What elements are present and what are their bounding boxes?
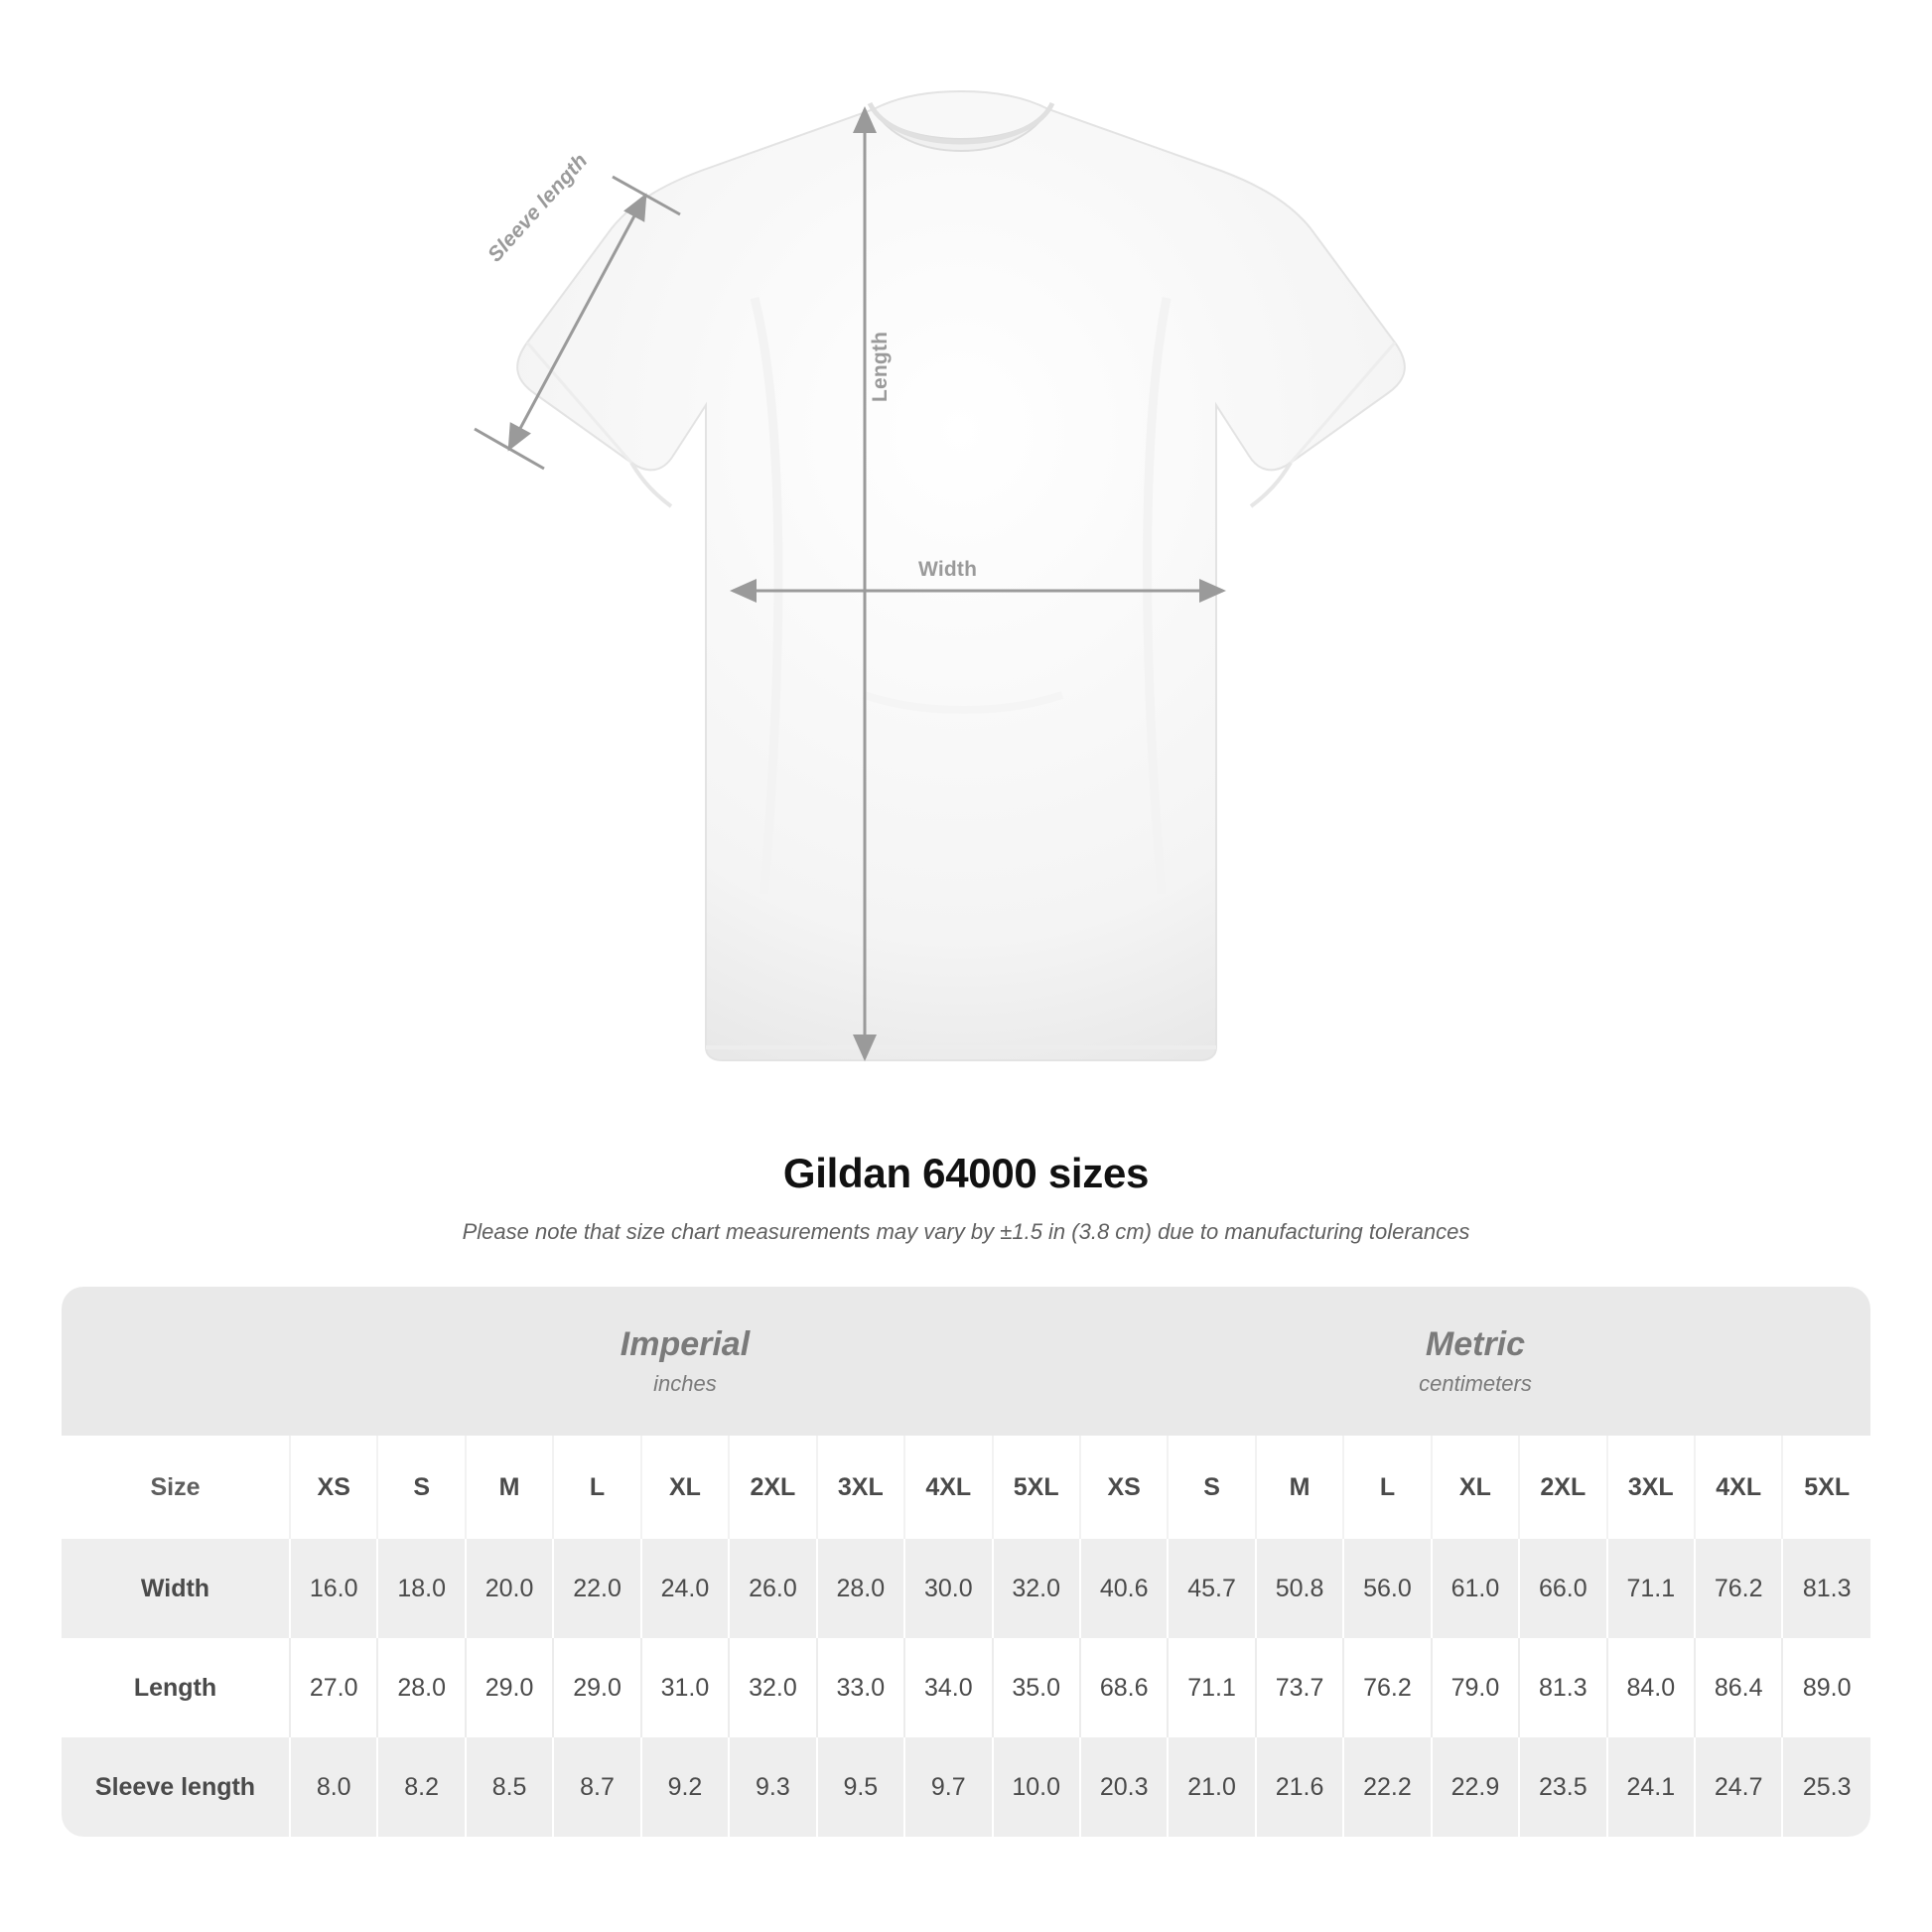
table-cell: 8.2 [377, 1737, 465, 1837]
table-cell: 76.2 [1343, 1638, 1431, 1737]
table-cell: 24.1 [1607, 1737, 1695, 1837]
unit-row-spacer [62, 1287, 290, 1436]
table-cell: 9.7 [904, 1737, 992, 1837]
size-header-cell: 5XL [993, 1436, 1080, 1539]
table-cell: 9.5 [817, 1737, 904, 1837]
table-cell: 61.0 [1432, 1539, 1519, 1638]
size-header-cell: L [1343, 1436, 1431, 1539]
table-cell: 24.0 [641, 1539, 729, 1638]
table-cell: 18.0 [377, 1539, 465, 1638]
unit-metric [1080, 1287, 1870, 1436]
size-header-cell: 2XL [1519, 1436, 1606, 1539]
table-cell: 31.0 [641, 1638, 729, 1737]
size-header-cell: XL [641, 1436, 729, 1539]
row-header-length: Length [62, 1638, 290, 1737]
size-chart-table [62, 1287, 1870, 1837]
table-cell: 30.0 [904, 1539, 992, 1638]
page-title: Gildan 64000 sizes [782, 1150, 1150, 1196]
table-cell: 22.0 [553, 1539, 640, 1638]
table-cell: 9.2 [641, 1737, 729, 1837]
table-cell: 66.0 [1519, 1539, 1606, 1638]
size-header-cell: 4XL [1695, 1436, 1782, 1539]
table-cell: 25.3 [1782, 1737, 1870, 1837]
table-cell: 23.5 [1519, 1737, 1606, 1837]
table-cell: 73.7 [1256, 1638, 1343, 1737]
row-header-width: Width [62, 1539, 290, 1638]
size-header-cell: M [1256, 1436, 1343, 1539]
table-cell: 29.0 [466, 1638, 553, 1737]
table-cell: 27.0 [290, 1638, 377, 1737]
size-table-wrapper [62, 1287, 1870, 1837]
table-row [62, 1539, 1870, 1638]
table-cell: 20.3 [1080, 1737, 1168, 1837]
table-cell: 28.0 [817, 1539, 904, 1638]
table-cell: 79.0 [1432, 1638, 1519, 1737]
size-header-cell: 2XL [729, 1436, 816, 1539]
table-cell: 32.0 [729, 1638, 816, 1737]
table-cell: 71.1 [1168, 1638, 1255, 1737]
size-header-cell: XL [1432, 1436, 1519, 1539]
width-dimension-label: Width [918, 558, 978, 581]
table-cell: 22.2 [1343, 1737, 1431, 1837]
size-header-cell: 4XL [904, 1436, 992, 1539]
table-cell: 21.0 [1168, 1737, 1255, 1837]
size-header-cell: S [377, 1436, 465, 1539]
size-header-cell: M [466, 1436, 553, 1539]
table-cell: 29.0 [553, 1638, 640, 1737]
table-cell: 9.3 [729, 1737, 816, 1837]
table-cell: 68.6 [1080, 1638, 1168, 1737]
length-dimension-label: Length [869, 331, 892, 402]
table-cell: 21.6 [1256, 1737, 1343, 1837]
size-header-cell: S [1168, 1436, 1255, 1539]
table-cell: 76.2 [1695, 1539, 1782, 1638]
size-header-cell: XS [1080, 1436, 1168, 1539]
table-cell: 22.9 [1432, 1737, 1519, 1837]
table-cell: 86.4 [1695, 1638, 1782, 1737]
title-block [0, 1150, 1932, 1245]
size-header-cell: XS [290, 1436, 377, 1539]
unit-metric-sub: centimeters [1419, 1370, 1532, 1396]
size-header-cell: 3XL [1607, 1436, 1695, 1539]
table-cell: 33.0 [817, 1638, 904, 1737]
table-cell: 16.0 [290, 1539, 377, 1638]
unit-imperial-name: Imperial [620, 1325, 751, 1364]
table-cell: 20.0 [466, 1539, 553, 1638]
sleeve-tick-bottom [475, 429, 544, 469]
size-header-cell: 5XL [1782, 1436, 1870, 1539]
table-cell: 84.0 [1607, 1638, 1695, 1737]
table-cell: 10.0 [993, 1737, 1080, 1837]
unit-imperial-sub: inches [653, 1370, 717, 1396]
row-header-sleeve-length: Sleeve length [62, 1737, 290, 1837]
table-row [62, 1638, 1870, 1737]
table-row [62, 1737, 1870, 1837]
unit-metric-name: Metric [1425, 1325, 1526, 1364]
tolerance-note: Please note that size chart measurements may vary by ±1.5 in (3.8 cm) due to manufacturing tolerances [462, 1219, 1470, 1244]
table-cell: 34.0 [904, 1638, 992, 1737]
table-cell: 26.0 [729, 1539, 816, 1638]
table-cell: 81.3 [1782, 1539, 1870, 1638]
table-cell: 71.1 [1607, 1539, 1695, 1638]
table-cell: 35.0 [993, 1638, 1080, 1737]
table-cell: 24.7 [1695, 1737, 1782, 1837]
table-cell: 8.0 [290, 1737, 377, 1837]
sleeve-length-dimension-label: Sleeve length [483, 149, 593, 267]
size-header-row [62, 1436, 1870, 1539]
table-cell: 45.7 [1168, 1539, 1255, 1638]
size-header-cell: L [553, 1436, 640, 1539]
size-header-cell: 3XL [817, 1436, 904, 1539]
table-cell: 28.0 [377, 1638, 465, 1737]
table-cell: 8.5 [466, 1737, 553, 1837]
table-cell: 56.0 [1343, 1539, 1431, 1638]
table-cell: 89.0 [1782, 1638, 1870, 1737]
unit-imperial [290, 1287, 1080, 1436]
table-cell: 40.6 [1080, 1539, 1168, 1638]
column-header-size: Size [62, 1436, 290, 1539]
table-cell: 50.8 [1256, 1539, 1343, 1638]
unit-header-row [62, 1287, 1870, 1436]
table-cell: 81.3 [1519, 1638, 1606, 1737]
table-cell: 8.7 [553, 1737, 640, 1837]
table-cell: 32.0 [993, 1539, 1080, 1638]
